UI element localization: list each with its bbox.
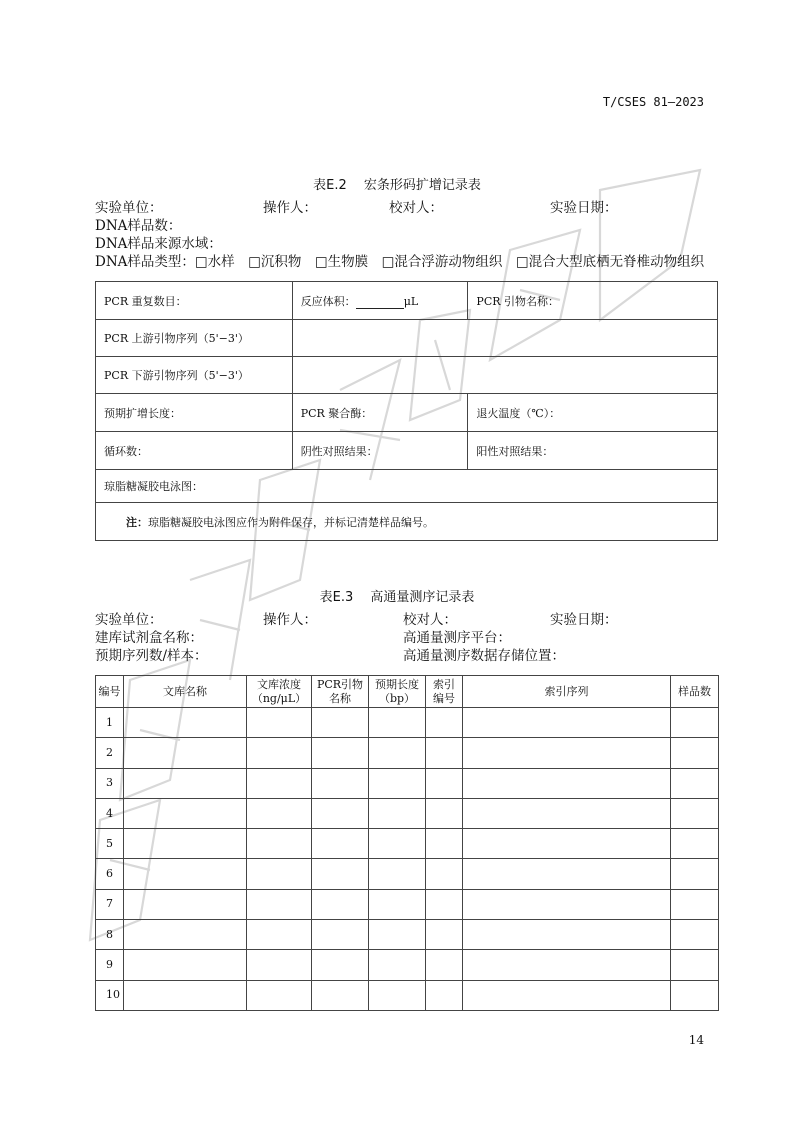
table-cell[interactable]	[312, 798, 369, 828]
table-cell[interactable]	[463, 859, 671, 889]
table-cell[interactable]	[124, 950, 247, 980]
e2-unit-label: 实验单位：	[95, 200, 163, 216]
row-number: 8	[96, 920, 124, 950]
downstream-primer-label: PCR 下游引物序列（5'−3'）	[96, 357, 293, 394]
row-number: 2	[96, 738, 124, 768]
table-cell[interactable]	[369, 738, 426, 768]
pcr-repeat-cell[interactable]: PCR 重复数目：	[96, 282, 293, 320]
table-cell[interactable]	[124, 980, 247, 1010]
table-cell[interactable]	[671, 859, 719, 889]
table-cell[interactable]	[124, 768, 247, 798]
table-cell[interactable]	[426, 920, 463, 950]
row-number: 5	[96, 829, 124, 859]
reaction-volume-cell[interactable]	[292, 282, 468, 320]
table-cell[interactable]	[369, 920, 426, 950]
reaction-volume-blank[interactable]	[356, 297, 404, 309]
table-cell[interactable]	[369, 859, 426, 889]
reaction-volume-unit: μL	[403, 294, 419, 308]
note-cell	[96, 503, 718, 541]
platform-label: 高通量测序平台：	[403, 630, 511, 646]
table-cell[interactable]	[671, 980, 719, 1010]
polymerase-cell[interactable]: PCR 聚合酶：	[292, 394, 468, 432]
data-storage-label: 高通量测序数据存储位置：	[403, 648, 565, 664]
e2-operator-label: 操作人：	[263, 200, 317, 216]
note-label: 注：	[126, 515, 148, 529]
table-row	[96, 889, 719, 919]
table-cell[interactable]	[312, 980, 369, 1010]
table-e2-caption: 表E.2 宏条形码扩增记录表	[313, 178, 481, 193]
table-cell[interactable]	[463, 980, 671, 1010]
col-concentration-l2: （ng/μL）	[251, 691, 307, 705]
table-cell[interactable]	[124, 798, 247, 828]
table-cell[interactable]	[369, 708, 426, 738]
expected-length-cell[interactable]: 预期扩增长度：	[96, 394, 293, 432]
annealing-temp-cell[interactable]: 退火温度（℃）：	[468, 394, 718, 432]
table-cell[interactable]	[312, 829, 369, 859]
table-cell[interactable]	[671, 738, 719, 768]
page-number: 14	[688, 1033, 704, 1047]
table-row	[96, 950, 719, 980]
upstream-primer-label: PCR 上游引物序列（5'−3'）	[96, 320, 293, 357]
e2-dna-count-label: DNA样品数：	[95, 218, 182, 234]
table-cell[interactable]	[369, 829, 426, 859]
row-number: 4	[96, 798, 124, 828]
table-cell[interactable]	[124, 829, 247, 859]
negative-control-cell[interactable]: 阴性对照结果：	[292, 432, 468, 470]
col-index-l2: 编号	[433, 691, 455, 705]
e3-operator-label: 操作人：	[263, 612, 317, 628]
table-cell[interactable]	[426, 708, 463, 738]
table-cell[interactable]	[671, 798, 719, 828]
table-cell[interactable]	[124, 920, 247, 950]
e3-checker-label: 校对人：	[403, 612, 457, 628]
table-cell[interactable]	[369, 950, 426, 980]
e3-date-label: 实验日期：	[550, 612, 618, 628]
col-primer-l1: PCR引物	[316, 677, 364, 691]
table-cell[interactable]	[247, 980, 312, 1010]
row-number: 3	[96, 768, 124, 798]
col-index-sequence: 索引序列	[463, 676, 671, 708]
table-row	[96, 708, 719, 738]
table-cell[interactable]	[247, 829, 312, 859]
row-number: 10	[96, 980, 124, 1010]
table-cell[interactable]	[247, 768, 312, 798]
table-row	[96, 798, 719, 828]
table-cell[interactable]	[124, 889, 247, 919]
table-cell[interactable]	[463, 829, 671, 859]
table-cell[interactable]	[426, 829, 463, 859]
table-cell[interactable]	[463, 708, 671, 738]
table-cell[interactable]	[463, 738, 671, 768]
table-cell[interactable]	[671, 950, 719, 980]
upstream-primer-field[interactable]	[292, 320, 717, 357]
table-row	[96, 829, 719, 859]
table-row	[96, 920, 719, 950]
table-cell[interactable]	[426, 889, 463, 919]
row-number: 1	[96, 708, 124, 738]
table-row	[96, 980, 719, 1010]
table-cell[interactable]	[463, 920, 671, 950]
table-cell[interactable]	[312, 768, 369, 798]
row-number: 6	[96, 859, 124, 889]
col-concentration	[247, 676, 312, 708]
col-no: 编号	[96, 676, 124, 708]
col-index-l1: 索引	[433, 677, 455, 691]
note-text: 琼脂糖凝胶电泳图应作为附件保存，并标记清楚样品编号。	[148, 515, 434, 529]
table-cell[interactable]	[247, 889, 312, 919]
e3-unit-label: 实验单位：	[95, 612, 163, 628]
table-cell[interactable]	[312, 738, 369, 768]
table-cell[interactable]	[426, 738, 463, 768]
table-e3-caption: 表E.3 高通量测序记录表	[319, 590, 475, 605]
e2-dna-source-label: DNA样品来源水域：	[95, 236, 222, 252]
table-cell[interactable]	[312, 708, 369, 738]
amplification-record-table	[95, 281, 718, 541]
primer-name-cell[interactable]: PCR 引物名称：	[468, 282, 718, 320]
table-cell[interactable]	[671, 920, 719, 950]
table-cell[interactable]	[463, 798, 671, 828]
table-cell[interactable]	[671, 708, 719, 738]
table-cell[interactable]	[312, 920, 369, 950]
col-primer-name	[312, 676, 369, 708]
table-cell[interactable]	[247, 859, 312, 889]
table-cell[interactable]	[124, 708, 247, 738]
col-expected-length	[369, 676, 426, 708]
col-concentration-l1: 文库浓度	[257, 677, 301, 691]
row-number: 9	[96, 950, 124, 980]
col-length-l2: （bp）	[378, 691, 416, 705]
table-row	[96, 768, 719, 798]
header-row	[96, 676, 719, 708]
table-cell[interactable]	[124, 738, 247, 768]
table-cell[interactable]	[369, 889, 426, 919]
col-library-name: 文库名称	[124, 676, 247, 708]
reads-per-sample-label: 预期序列数/样本：	[95, 648, 208, 664]
table-row	[96, 859, 719, 889]
table-cell[interactable]	[247, 708, 312, 738]
table-cell[interactable]	[247, 798, 312, 828]
table-cell[interactable]	[671, 889, 719, 919]
table-cell[interactable]	[369, 798, 426, 828]
table-cell[interactable]	[426, 859, 463, 889]
table-cell[interactable]	[312, 859, 369, 889]
col-sample-count: 样品数	[671, 676, 719, 708]
table-cell[interactable]	[426, 950, 463, 980]
cycles-cell[interactable]: 循环数：	[96, 432, 293, 470]
sequencing-record-table	[95, 675, 719, 1011]
table-cell[interactable]	[247, 738, 312, 768]
table-cell[interactable]	[247, 920, 312, 950]
table-cell[interactable]	[463, 889, 671, 919]
table-cell[interactable]	[463, 950, 671, 980]
positive-control-cell[interactable]: 阳性对照结果：	[468, 432, 718, 470]
table-cell[interactable]	[369, 980, 426, 1010]
table-cell[interactable]	[426, 798, 463, 828]
col-length-l1: 预期长度	[375, 677, 419, 691]
table-row	[96, 738, 719, 768]
col-primer-l2: 名称	[329, 691, 351, 705]
table-cell[interactable]	[247, 950, 312, 980]
kit-name-label: 建库试剂盒名称：	[95, 630, 203, 646]
table-cell[interactable]	[463, 768, 671, 798]
table-cell[interactable]	[312, 889, 369, 919]
col-index-no	[426, 676, 463, 708]
table-cell[interactable]	[124, 859, 247, 889]
reaction-volume-label: 反应体积：	[300, 294, 356, 308]
row-number: 7	[96, 889, 124, 919]
table-cell[interactable]	[671, 768, 719, 798]
e2-checker-label: 校对人：	[389, 200, 443, 216]
e2-date-label: 实验日期：	[550, 200, 618, 216]
e2-dna-type-label: DNA样品类型：□水样 □沉积物 □生物膜 □混合浮游动物组织 □混合大型底栖无脊椎动物组织	[95, 254, 705, 270]
standard-number: T/CSES 81—2023	[602, 95, 704, 109]
table-cell[interactable]	[369, 768, 426, 798]
table-cell[interactable]	[312, 950, 369, 980]
table-cell[interactable]	[426, 768, 463, 798]
gel-electrophoresis-cell[interactable]: 琼脂糖凝胶电泳图：	[96, 470, 718, 503]
table-cell[interactable]	[426, 980, 463, 1010]
downstream-primer-field[interactable]	[292, 357, 717, 394]
table-cell[interactable]	[671, 829, 719, 859]
